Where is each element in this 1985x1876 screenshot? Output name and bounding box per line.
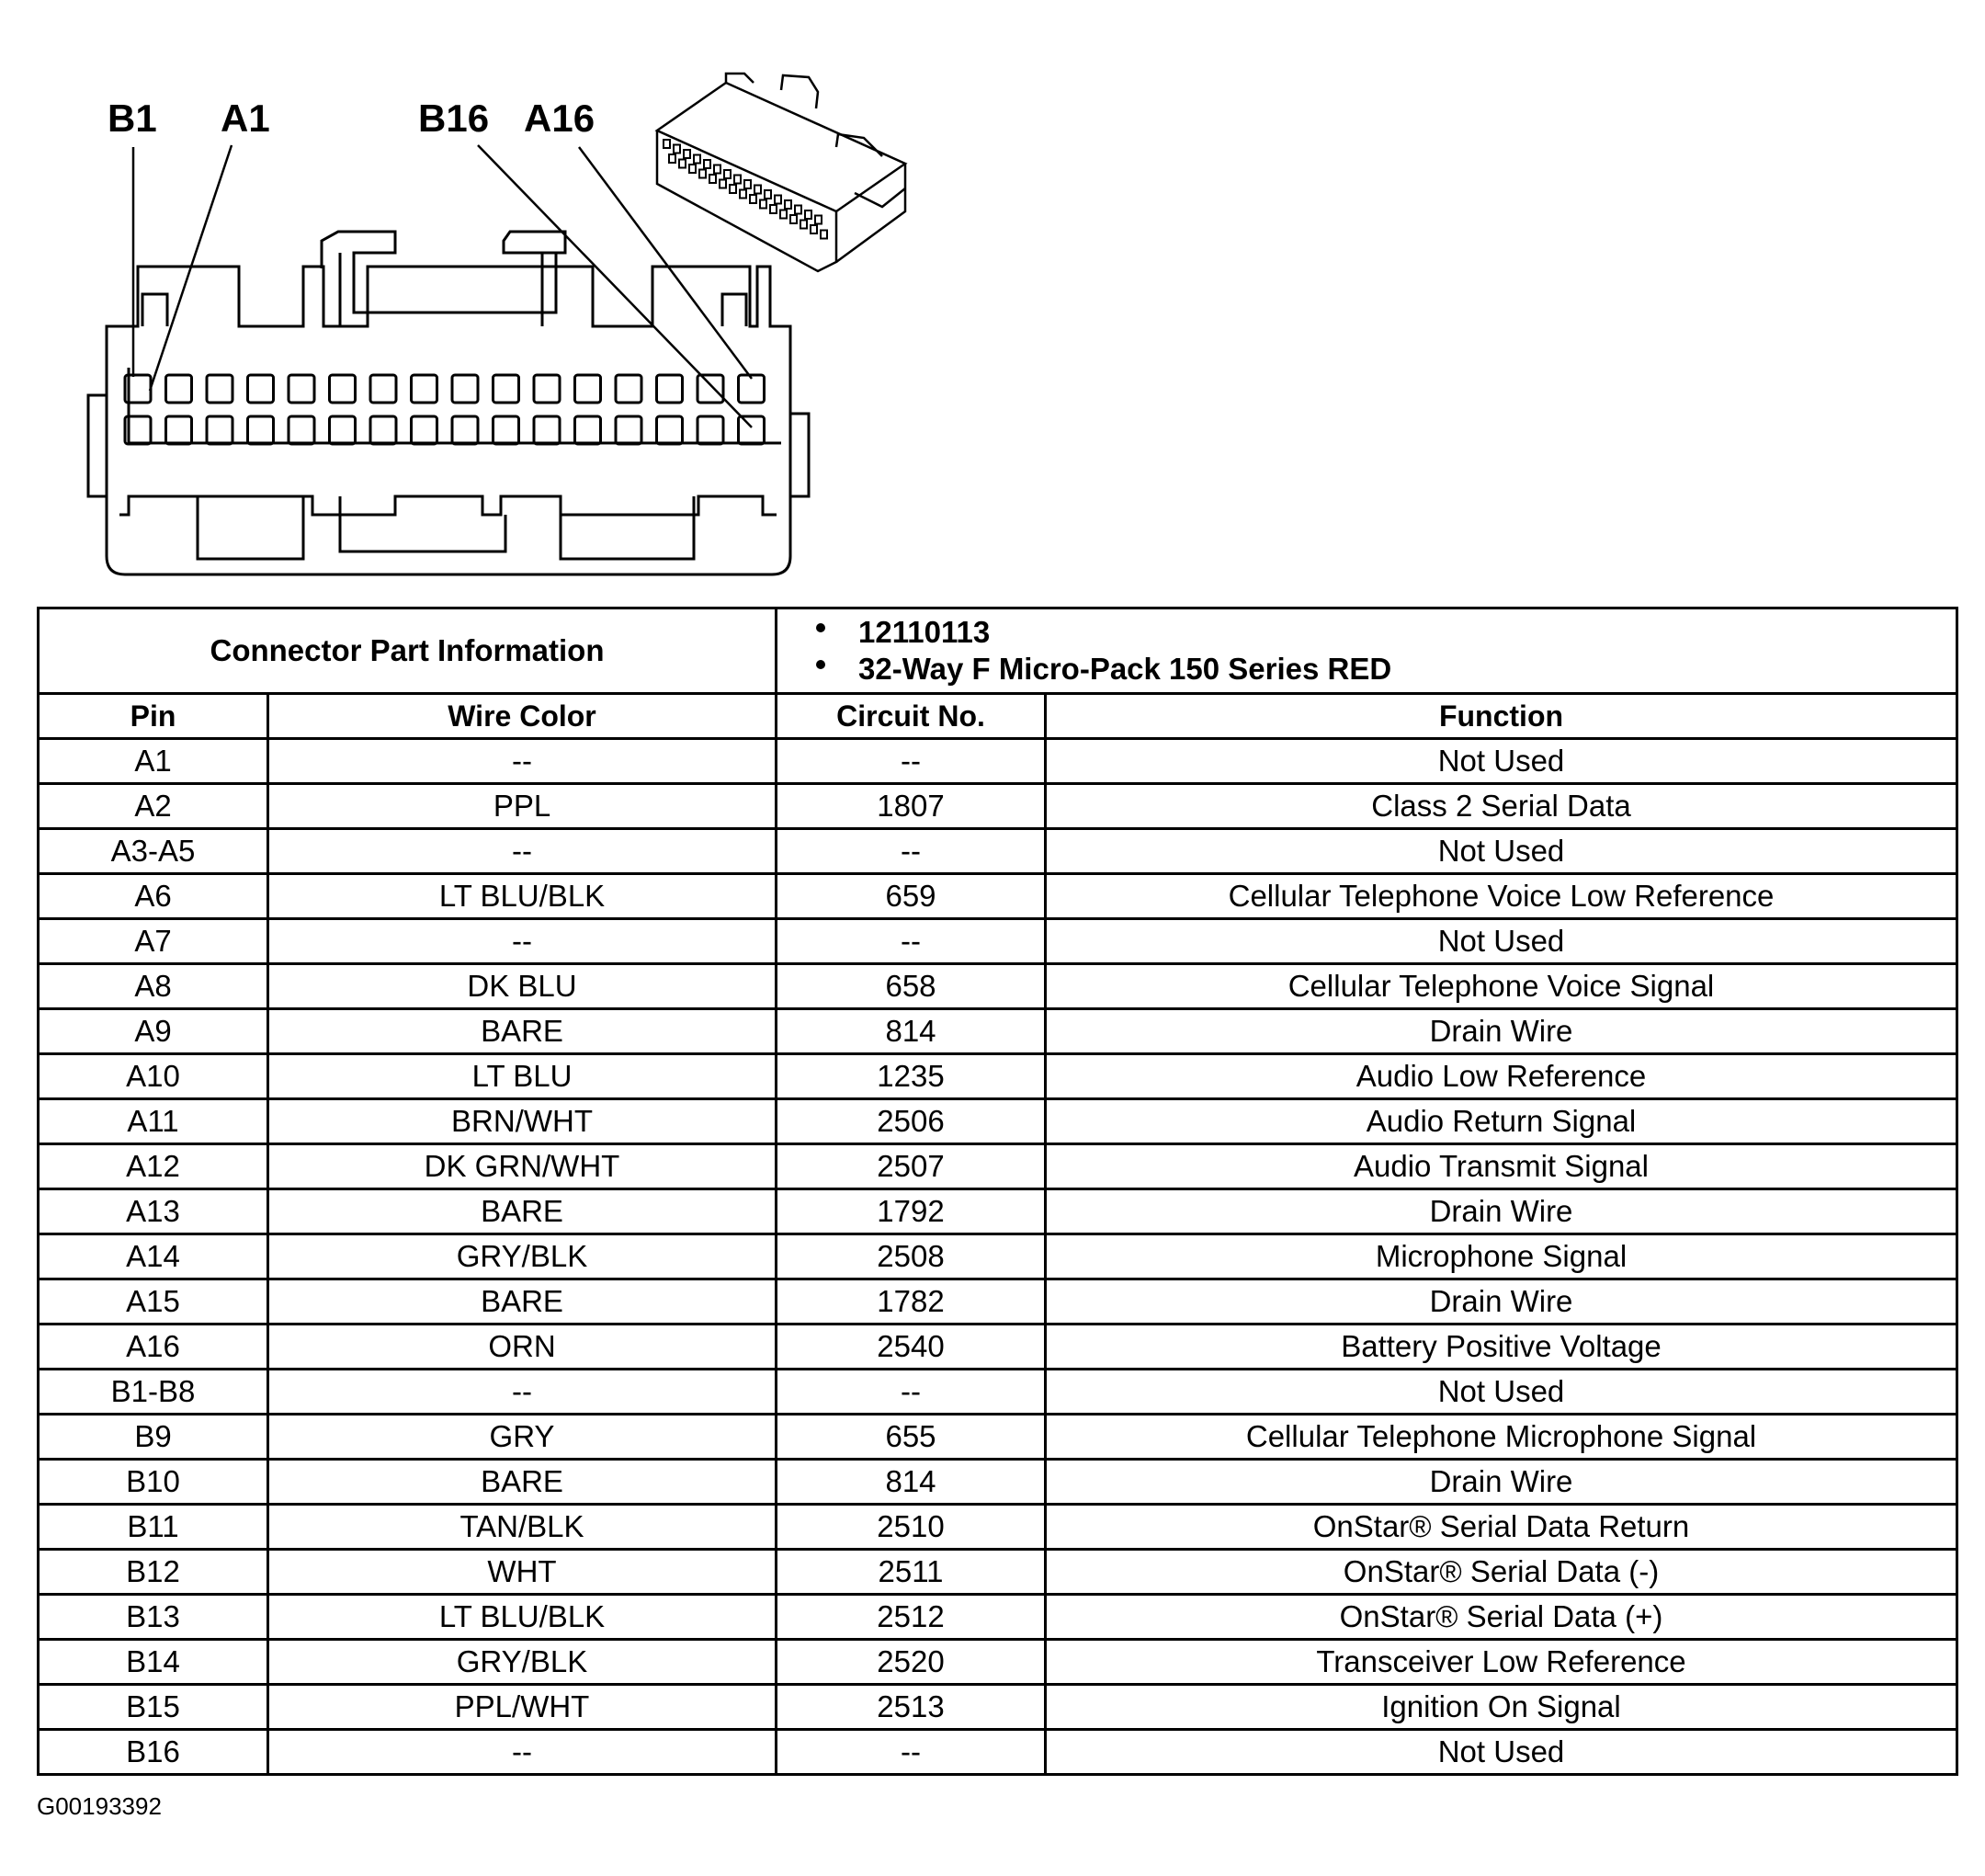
circuit-number-cell: --: [777, 1370, 1046, 1415]
pin-cavity: [616, 416, 641, 444]
inset-pin-cavity: [720, 180, 726, 188]
circuit-number-cell: 1235: [777, 1054, 1046, 1099]
table-row: [39, 1054, 1957, 1099]
inset-pin-cavity: [740, 190, 746, 199]
circuit-number-cell: --: [777, 739, 1046, 784]
pin-cavity: [575, 375, 601, 403]
inset-pin-cavity: [754, 186, 761, 194]
pin-label-b1: B1: [108, 97, 157, 140]
inset-pin-cavity: [790, 215, 797, 223]
pin-cavity: [534, 375, 560, 403]
wire-color-cell: ORN: [268, 1325, 777, 1370]
table-row: [39, 1234, 1957, 1279]
circuit-number-cell: 2507: [777, 1144, 1046, 1189]
pin-cavity: [370, 375, 396, 403]
pin-cell: B15: [39, 1685, 268, 1730]
function-cell: Transceiver Low Reference: [1046, 1640, 1957, 1685]
connector-part-details: [777, 608, 1957, 694]
circuit-number-cell: --: [777, 1730, 1046, 1775]
table-row: [39, 1279, 1957, 1325]
figure-id: G00193392: [37, 1792, 162, 1820]
circuit-number-cell: 2513: [777, 1685, 1046, 1730]
pin-cavity: [493, 375, 519, 403]
pin-cavity: [657, 416, 683, 444]
wire-color-cell: DK GRN/WHT: [268, 1144, 777, 1189]
part-number: 12110113: [858, 615, 991, 649]
pin-cell: A15: [39, 1279, 268, 1325]
pin-cell: B11: [39, 1505, 268, 1550]
column-header-circuit-no: Circuit No.: [777, 694, 1046, 739]
function-cell: Not Used: [1046, 1370, 1957, 1415]
pin-cavity: [330, 375, 356, 403]
function-cell: Not Used: [1046, 919, 1957, 964]
pin-cell: A7: [39, 919, 268, 964]
inset-pin-cavity: [775, 196, 781, 204]
inset-pin-cavity: [724, 170, 731, 178]
pin-cell: A14: [39, 1234, 268, 1279]
table-row: [39, 784, 1957, 829]
inset-pin-cavity: [694, 155, 700, 164]
connector-info-label: Connector Part Information: [39, 608, 777, 694]
inset-pin-cavity: [664, 140, 670, 148]
pin-cell: B9: [39, 1415, 268, 1460]
wire-color-cell: DK BLU: [268, 964, 777, 1009]
table-row: [39, 1099, 1957, 1144]
circuit-number-cell: --: [777, 919, 1046, 964]
pin-cavity: [330, 416, 356, 444]
table-row: [39, 1730, 1957, 1775]
circuit-number-cell: 2511: [777, 1550, 1046, 1595]
table-row: [39, 874, 1957, 919]
pin-cavity: [248, 375, 274, 403]
pin-cavity: [657, 375, 683, 403]
pin-cell: A6: [39, 874, 268, 919]
pinout-table: [37, 607, 1958, 1776]
table-row: [39, 739, 1957, 784]
wire-color-cell: --: [268, 829, 777, 874]
wire-color-cell: BARE: [268, 1460, 777, 1505]
wire-color-cell: TAN/BLK: [268, 1505, 777, 1550]
pin-cavity: [575, 416, 601, 444]
pin-cell: B10: [39, 1460, 268, 1505]
pin-cavity: [412, 375, 437, 403]
table-row: [39, 1595, 1957, 1640]
table-row: [39, 829, 1957, 874]
wire-color-cell: LT BLU: [268, 1054, 777, 1099]
wire-color-cell: GRY: [268, 1415, 777, 1460]
pin-cavity: [698, 375, 723, 403]
table-row: [39, 1505, 1957, 1550]
inset-pin-cavity: [800, 221, 807, 229]
pin-cell: B13: [39, 1595, 268, 1640]
function-cell: Audio Return Signal: [1046, 1099, 1957, 1144]
inset-pin-cavity: [785, 200, 791, 209]
circuit-number-cell: 1792: [777, 1189, 1046, 1234]
column-header-function: Function: [1046, 694, 1957, 739]
inset-pin-cavity: [714, 165, 720, 174]
table-row: [39, 1189, 1957, 1234]
circuit-number-cell: 814: [777, 1460, 1046, 1505]
pin-cell: A1: [39, 739, 268, 784]
function-cell: OnStar® Serial Data (-): [1046, 1550, 1957, 1595]
function-cell: OnStar® Serial Data (+): [1046, 1595, 1957, 1640]
function-cell: Microphone Signal: [1046, 1234, 1957, 1279]
circuit-number-cell: 2506: [777, 1099, 1046, 1144]
pin-cavity: [616, 375, 641, 403]
table-header-row: [39, 694, 1957, 739]
wire-color-cell: BARE: [268, 1279, 777, 1325]
function-cell: Cellular Telephone Voice Signal: [1046, 964, 1957, 1009]
circuit-number-cell: 2512: [777, 1595, 1046, 1640]
connector-diagram: [0, 0, 1985, 597]
pin-cell: B16: [39, 1730, 268, 1775]
pin-cell: A13: [39, 1189, 268, 1234]
inset-pin-cavity: [679, 160, 686, 168]
circuit-number-cell: 2508: [777, 1234, 1046, 1279]
pin-label-b16: B16: [418, 97, 490, 140]
wire-color-cell: --: [268, 1730, 777, 1775]
function-cell: Not Used: [1046, 1730, 1957, 1775]
inset-pin-cavity: [744, 180, 751, 188]
inset-pin-cavity: [699, 170, 706, 178]
wire-color-cell: BARE: [268, 1189, 777, 1234]
pin-cavity: [166, 375, 192, 403]
circuit-number-cell: 2510: [777, 1505, 1046, 1550]
function-cell: Cellular Telephone Voice Low Reference: [1046, 874, 1957, 919]
wire-color-cell: GRY/BLK: [268, 1234, 777, 1279]
circuit-number-cell: 2540: [777, 1325, 1046, 1370]
circuit-number-cell: 1807: [777, 784, 1046, 829]
bullet-icon: [816, 623, 825, 632]
table-row: [39, 964, 1957, 1009]
inset-pin-cavity: [704, 160, 710, 168]
inset-pin-cavity: [709, 175, 716, 183]
function-cell: Class 2 Serial Data: [1046, 784, 1957, 829]
pin-cavity: [289, 375, 314, 403]
wire-color-cell: GRY/BLK: [268, 1640, 777, 1685]
wire-color-cell: WHT: [268, 1550, 777, 1595]
pin-cell: B14: [39, 1640, 268, 1685]
pin-cell: A9: [39, 1009, 268, 1054]
pin-label-a1: A1: [221, 97, 270, 140]
circuit-number-cell: 655: [777, 1415, 1046, 1460]
table-row: [39, 1144, 1957, 1189]
inset-pin-cavity: [734, 176, 741, 184]
inset-pin-cavity: [811, 225, 817, 233]
pin-cavity: [452, 416, 478, 444]
wire-color-cell: BRN/WHT: [268, 1099, 777, 1144]
wire-color-cell: --: [268, 919, 777, 964]
inset-pin-cavity: [750, 195, 756, 203]
inset-pin-cavity: [795, 206, 801, 214]
pin-cavity: [370, 416, 396, 444]
pin-label-a16: A16: [524, 97, 596, 140]
function-cell: Battery Positive Voltage: [1046, 1325, 1957, 1370]
function-cell: Ignition On Signal: [1046, 1685, 1957, 1730]
inset-pin-cavity: [760, 200, 766, 209]
pin-cell: A11: [39, 1099, 268, 1144]
function-cell: Drain Wire: [1046, 1279, 1957, 1325]
inset-pin-cavity: [780, 210, 787, 219]
function-cell: Drain Wire: [1046, 1009, 1957, 1054]
pin-cell: A10: [39, 1054, 268, 1099]
circuit-number-cell: 814: [777, 1009, 1046, 1054]
wire-color-cell: PPL/WHT: [268, 1685, 777, 1730]
pin-cavity: [412, 416, 437, 444]
inset-pin-cavity: [765, 190, 771, 199]
pin-cavity: [207, 375, 233, 403]
pin-cell: A2: [39, 784, 268, 829]
pin-cavity: [248, 416, 274, 444]
column-header-pin: Pin: [39, 694, 268, 739]
pin-cell: B12: [39, 1550, 268, 1595]
pin-cavity: [289, 416, 314, 444]
inset-pin-cavity: [815, 216, 822, 224]
wire-color-cell: LT BLU/BLK: [268, 1595, 777, 1640]
pin-cavity: [207, 416, 233, 444]
pin-cell: A8: [39, 964, 268, 1009]
circuit-number-cell: 658: [777, 964, 1046, 1009]
function-cell: Not Used: [1046, 739, 1957, 784]
function-cell: Audio Low Reference: [1046, 1054, 1957, 1099]
pin-cell: B1-B8: [39, 1370, 268, 1415]
function-cell: Cellular Telephone Microphone Signal: [1046, 1415, 1957, 1460]
pin-cavity: [166, 416, 192, 444]
function-cell: Drain Wire: [1046, 1189, 1957, 1234]
function-cell: OnStar® Serial Data Return: [1046, 1505, 1957, 1550]
wire-color-cell: --: [268, 1370, 777, 1415]
pin-cavity: [452, 375, 478, 403]
wire-color-cell: BARE: [268, 1009, 777, 1054]
pin-cavity: [493, 416, 519, 444]
pin-cavity: [739, 375, 765, 403]
wire-color-cell: LT BLU/BLK: [268, 874, 777, 919]
table-row: [39, 1370, 1957, 1415]
bullet-icon: [816, 660, 825, 669]
wire-color-cell: PPL: [268, 784, 777, 829]
circuit-number-cell: 659: [777, 874, 1046, 919]
wire-color-cell: --: [268, 739, 777, 784]
inset-pin-cavity: [805, 210, 811, 219]
table-row: [39, 1460, 1957, 1505]
pin-cavity: [739, 416, 765, 444]
inset-pin-cavity: [674, 145, 680, 153]
function-cell: Drain Wire: [1046, 1460, 1957, 1505]
inset-pin-cavity: [684, 150, 690, 158]
table-row: [39, 1640, 1957, 1685]
circuit-number-cell: 1782: [777, 1279, 1046, 1325]
circuit-number-cell: 2520: [777, 1640, 1046, 1685]
inset-pin-cavity: [821, 231, 827, 239]
table-row: [39, 1009, 1957, 1054]
pin-cell: A12: [39, 1144, 268, 1189]
pin-cavity: [698, 416, 723, 444]
connector-info-row: [39, 608, 1957, 694]
pin-cell: A3-A5: [39, 829, 268, 874]
inset-pin-cavity: [689, 165, 696, 173]
function-cell: Not Used: [1046, 829, 1957, 874]
table-row: [39, 1325, 1957, 1370]
pin-cell: A16: [39, 1325, 268, 1370]
circuit-number-cell: --: [777, 829, 1046, 874]
table-row: [39, 1685, 1957, 1730]
part-description: 32-Way F Micro-Pack 150 Series RED: [858, 652, 1392, 686]
inset-pin-cavity: [730, 185, 736, 193]
function-cell: Audio Transmit Signal: [1046, 1144, 1957, 1189]
table-row: [39, 1415, 1957, 1460]
inset-pin-cavity: [669, 154, 675, 163]
table-row: [39, 1550, 1957, 1595]
column-header-wire-color: Wire Color: [268, 694, 777, 739]
inset-pin-cavity: [770, 205, 777, 213]
table-row: [39, 919, 1957, 964]
pin-cavity: [534, 416, 560, 444]
